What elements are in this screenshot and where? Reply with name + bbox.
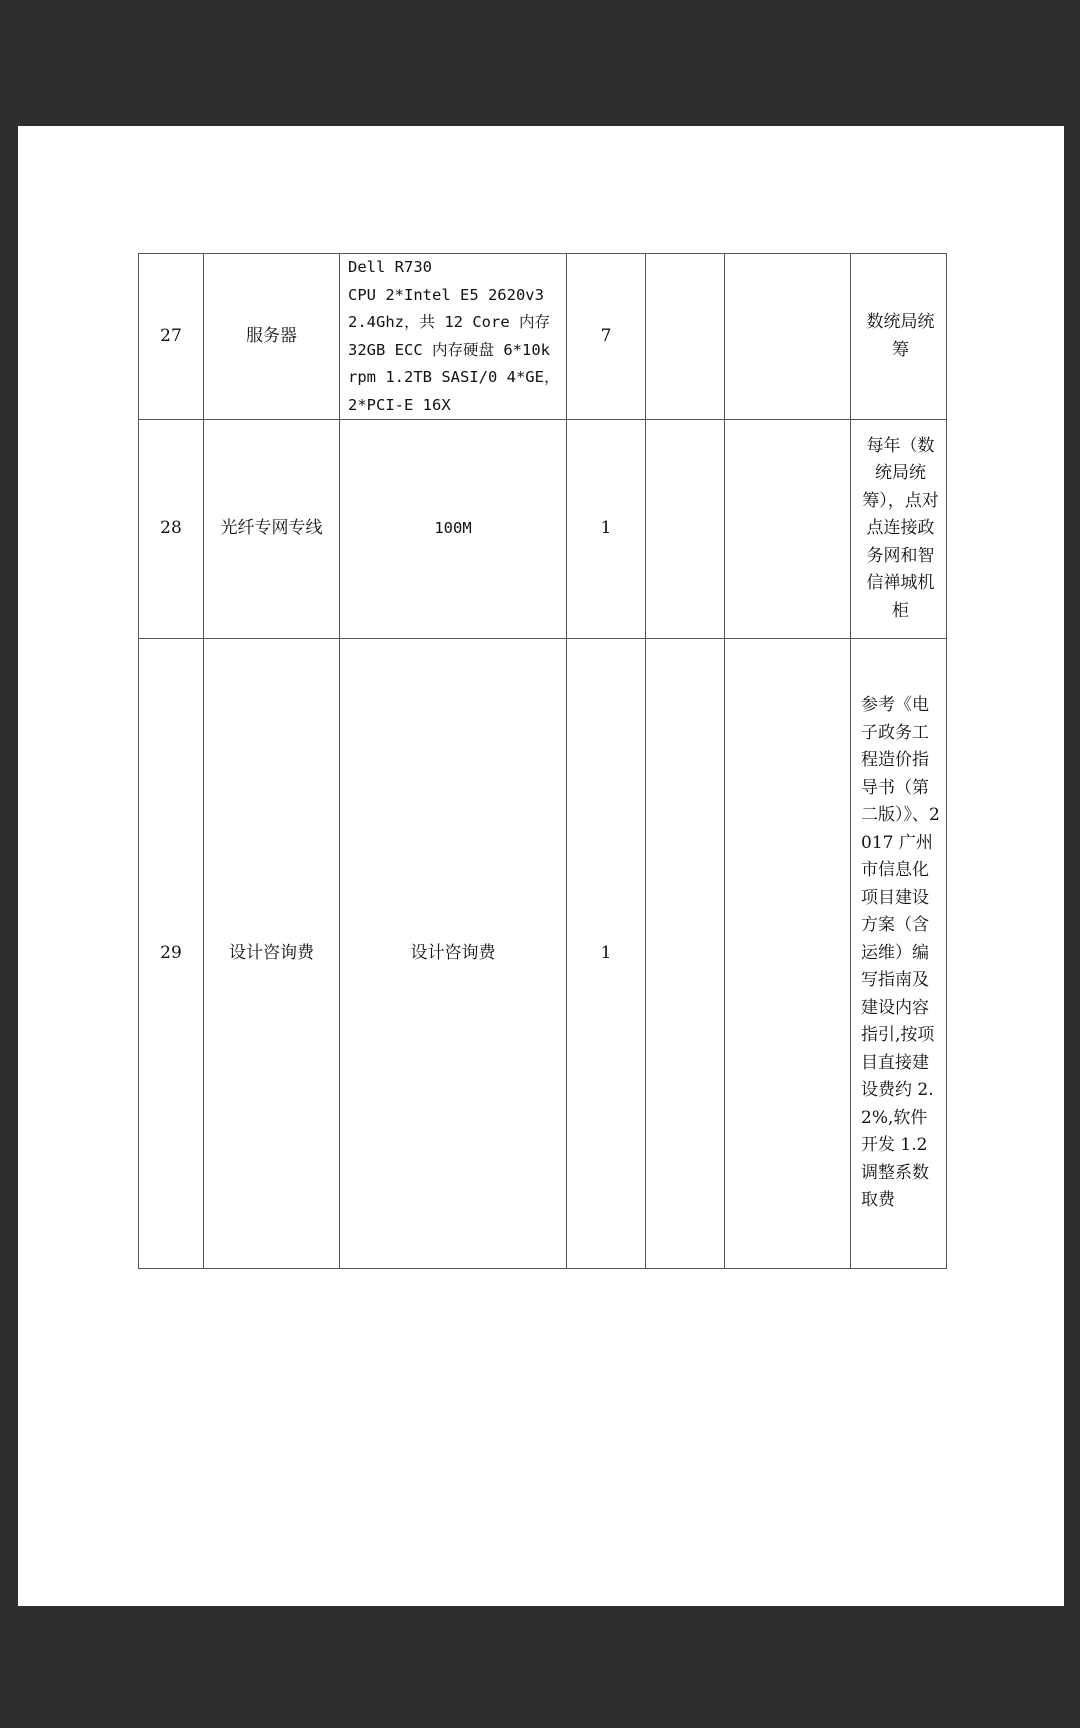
item-name: 服务器 xyxy=(204,254,340,420)
document-page xyxy=(18,126,1064,1606)
table-row xyxy=(139,420,947,639)
item-remark: 参考《电子政务工程造价指导书（第二版）》、2017 广州市信息化项目建设方案（含运维）编写指南及建设内容指引,按项目直接建设费约 2.2%,软件开发 1.2 调整系数取费 xyxy=(851,639,947,1269)
table-row xyxy=(139,254,947,420)
equipment-table xyxy=(138,253,947,1269)
table-row xyxy=(139,639,947,1269)
empty-cell xyxy=(646,254,725,420)
row-index: 29 xyxy=(139,639,204,1269)
item-spec: Dell R730 CPU 2*Intel E5 2620v3 2.4Ghz，共 12 Core 内存 32GB ECC 内存硬盘 6*10k rpm 1.2TB SASI/0 4*GE，2*PCI-E 16X xyxy=(340,254,567,420)
row-index: 27 xyxy=(139,254,204,420)
item-quantity: 7 xyxy=(567,254,646,420)
item-quantity: 1 xyxy=(567,420,646,639)
item-remark: 每年（数统局统筹），点对点连接政务网和智信禅城机柜 xyxy=(851,420,947,639)
item-name: 光纤专网专线 xyxy=(204,420,340,639)
empty-cell xyxy=(725,254,851,420)
item-spec: 设计咨询费 xyxy=(340,639,567,1269)
item-remark: 数统局统筹 xyxy=(851,254,947,420)
row-index: 28 xyxy=(139,420,204,639)
item-quantity: 1 xyxy=(567,639,646,1269)
item-spec: 100M xyxy=(340,420,567,639)
empty-cell xyxy=(725,420,851,639)
empty-cell xyxy=(725,639,851,1269)
empty-cell xyxy=(646,420,725,639)
item-name: 设计咨询费 xyxy=(204,639,340,1269)
empty-cell xyxy=(646,639,725,1269)
